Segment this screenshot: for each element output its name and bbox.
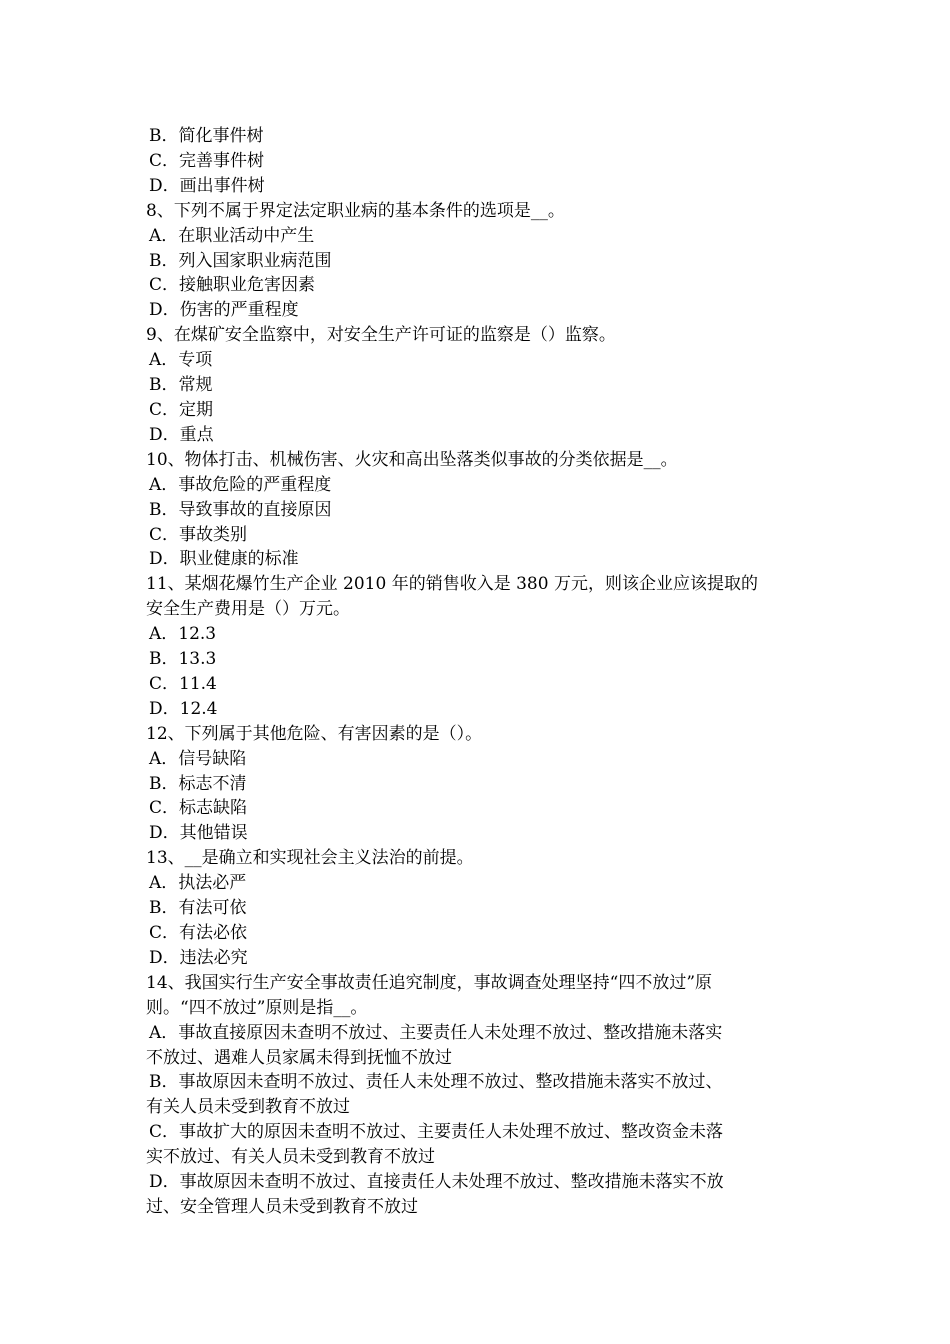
q11-option-a: A．12.3 — [149, 624, 217, 645]
q13-option-b: B．有法可依 — [149, 898, 247, 919]
q10-option-c: C．事故类别 — [149, 524, 248, 545]
q11-option-d: D．12.4 — [149, 698, 218, 719]
q10-stem: 10、物体打击、机械伤害、火灾和高出坠落类似事故的分类依据是__。 — [146, 449, 678, 470]
q7-option-d: D．画出事件树 — [149, 175, 265, 196]
q14-option-a-line1: A．事故直接原因未查明不放过、主要责任人未处理不放过、整改措施未落实 — [149, 1022, 723, 1043]
q14-option-b-line2: 有关人员未受到教育不放过 — [146, 1097, 350, 1118]
q12-option-a: A．信号缺陷 — [149, 748, 247, 769]
q12-option-d: D．其他错误 — [149, 823, 248, 844]
q8-option-c: C．接触职业危害因素 — [149, 275, 316, 296]
q9-option-c: C．定期 — [149, 399, 214, 420]
q14-stem-line1: 14、我国实行生产安全事故责任追究制度，事故调查处理坚持“四不放过”原 — [146, 972, 713, 993]
q14-option-c-line1: C．事故扩大的原因未查明不放过、主要责任人未处理不放过、整改资金未落 — [149, 1122, 724, 1143]
q13-option-a: A．执法必严 — [149, 873, 247, 894]
q9-stem: 9、在煤矿安全监察中，对安全生产许可证的监察是（）监察。 — [146, 325, 616, 346]
q9-option-a: A．专项 — [149, 350, 213, 371]
q8-option-d: D．伤害的严重程度 — [149, 300, 299, 321]
q8-option-b: B．列入国家职业病范围 — [149, 250, 332, 271]
q13-stem: 13、__是确立和实现社会主义法治的前提。 — [146, 848, 474, 869]
document-page — [146, 124, 808, 1220]
q13-option-c: C．有法必依 — [149, 923, 248, 943]
q10-option-d: D．职业健康的标准 — [149, 549, 299, 570]
q14-option-c-line2: 实不放过、有关人员未受到教育不放过 — [146, 1147, 435, 1168]
q10-option-b: B．导致事故的直接原因 — [149, 499, 332, 520]
q11-stem-line2: 安全生产费用是（）万元。 — [146, 599, 350, 620]
q13-option-d: D．违法必究 — [149, 947, 248, 968]
q14-option-d-line2: 过、安全管理人员未受到教育不放过 — [146, 1196, 418, 1217]
q14-option-d-line1: D．事故原因未查明不放过、直接责任人未处理不放过、整改措施未落实不放 — [149, 1172, 724, 1193]
q11-stem-line1: 11、某烟花爆竹生产企业 2010 年的销售收入是 380 万元，则该企业应该提取的 — [146, 574, 758, 595]
q12-option-b: B．标志不清 — [149, 773, 247, 794]
q14-option-b-line1: B．事故原因未查明不放过、责任人未处理不放过、整改措施未落实不放过、 — [149, 1072, 723, 1093]
q12-option-c: C．标志缺陷 — [149, 798, 248, 819]
q8-stem: 8、下列不属于界定法定职业病的基本条件的选项是__。 — [146, 200, 565, 221]
q12-stem: 12、下列属于其他危险、有害因素的是（）。 — [146, 723, 483, 744]
q7-option-b: B．简化事件树 — [149, 126, 264, 146]
q8-option-a: A．在职业活动中产生 — [149, 225, 315, 246]
q11-option-b: B．13.3 — [149, 649, 217, 670]
q11-option-c: C．11.4 — [149, 673, 217, 694]
q7-option-c: C．完善事件树 — [149, 150, 265, 171]
q9-option-d: D．重点 — [149, 424, 214, 445]
q14-option-a-line2: 不放过、遇难人员家属未得到抚恤不放过 — [146, 1047, 452, 1068]
q9-option-b: B．常规 — [149, 375, 213, 396]
q14-stem-line2: 则。“四不放过”原则是指__。 — [146, 997, 368, 1018]
q10-option-a: A．事故危险的严重程度 — [149, 474, 332, 495]
